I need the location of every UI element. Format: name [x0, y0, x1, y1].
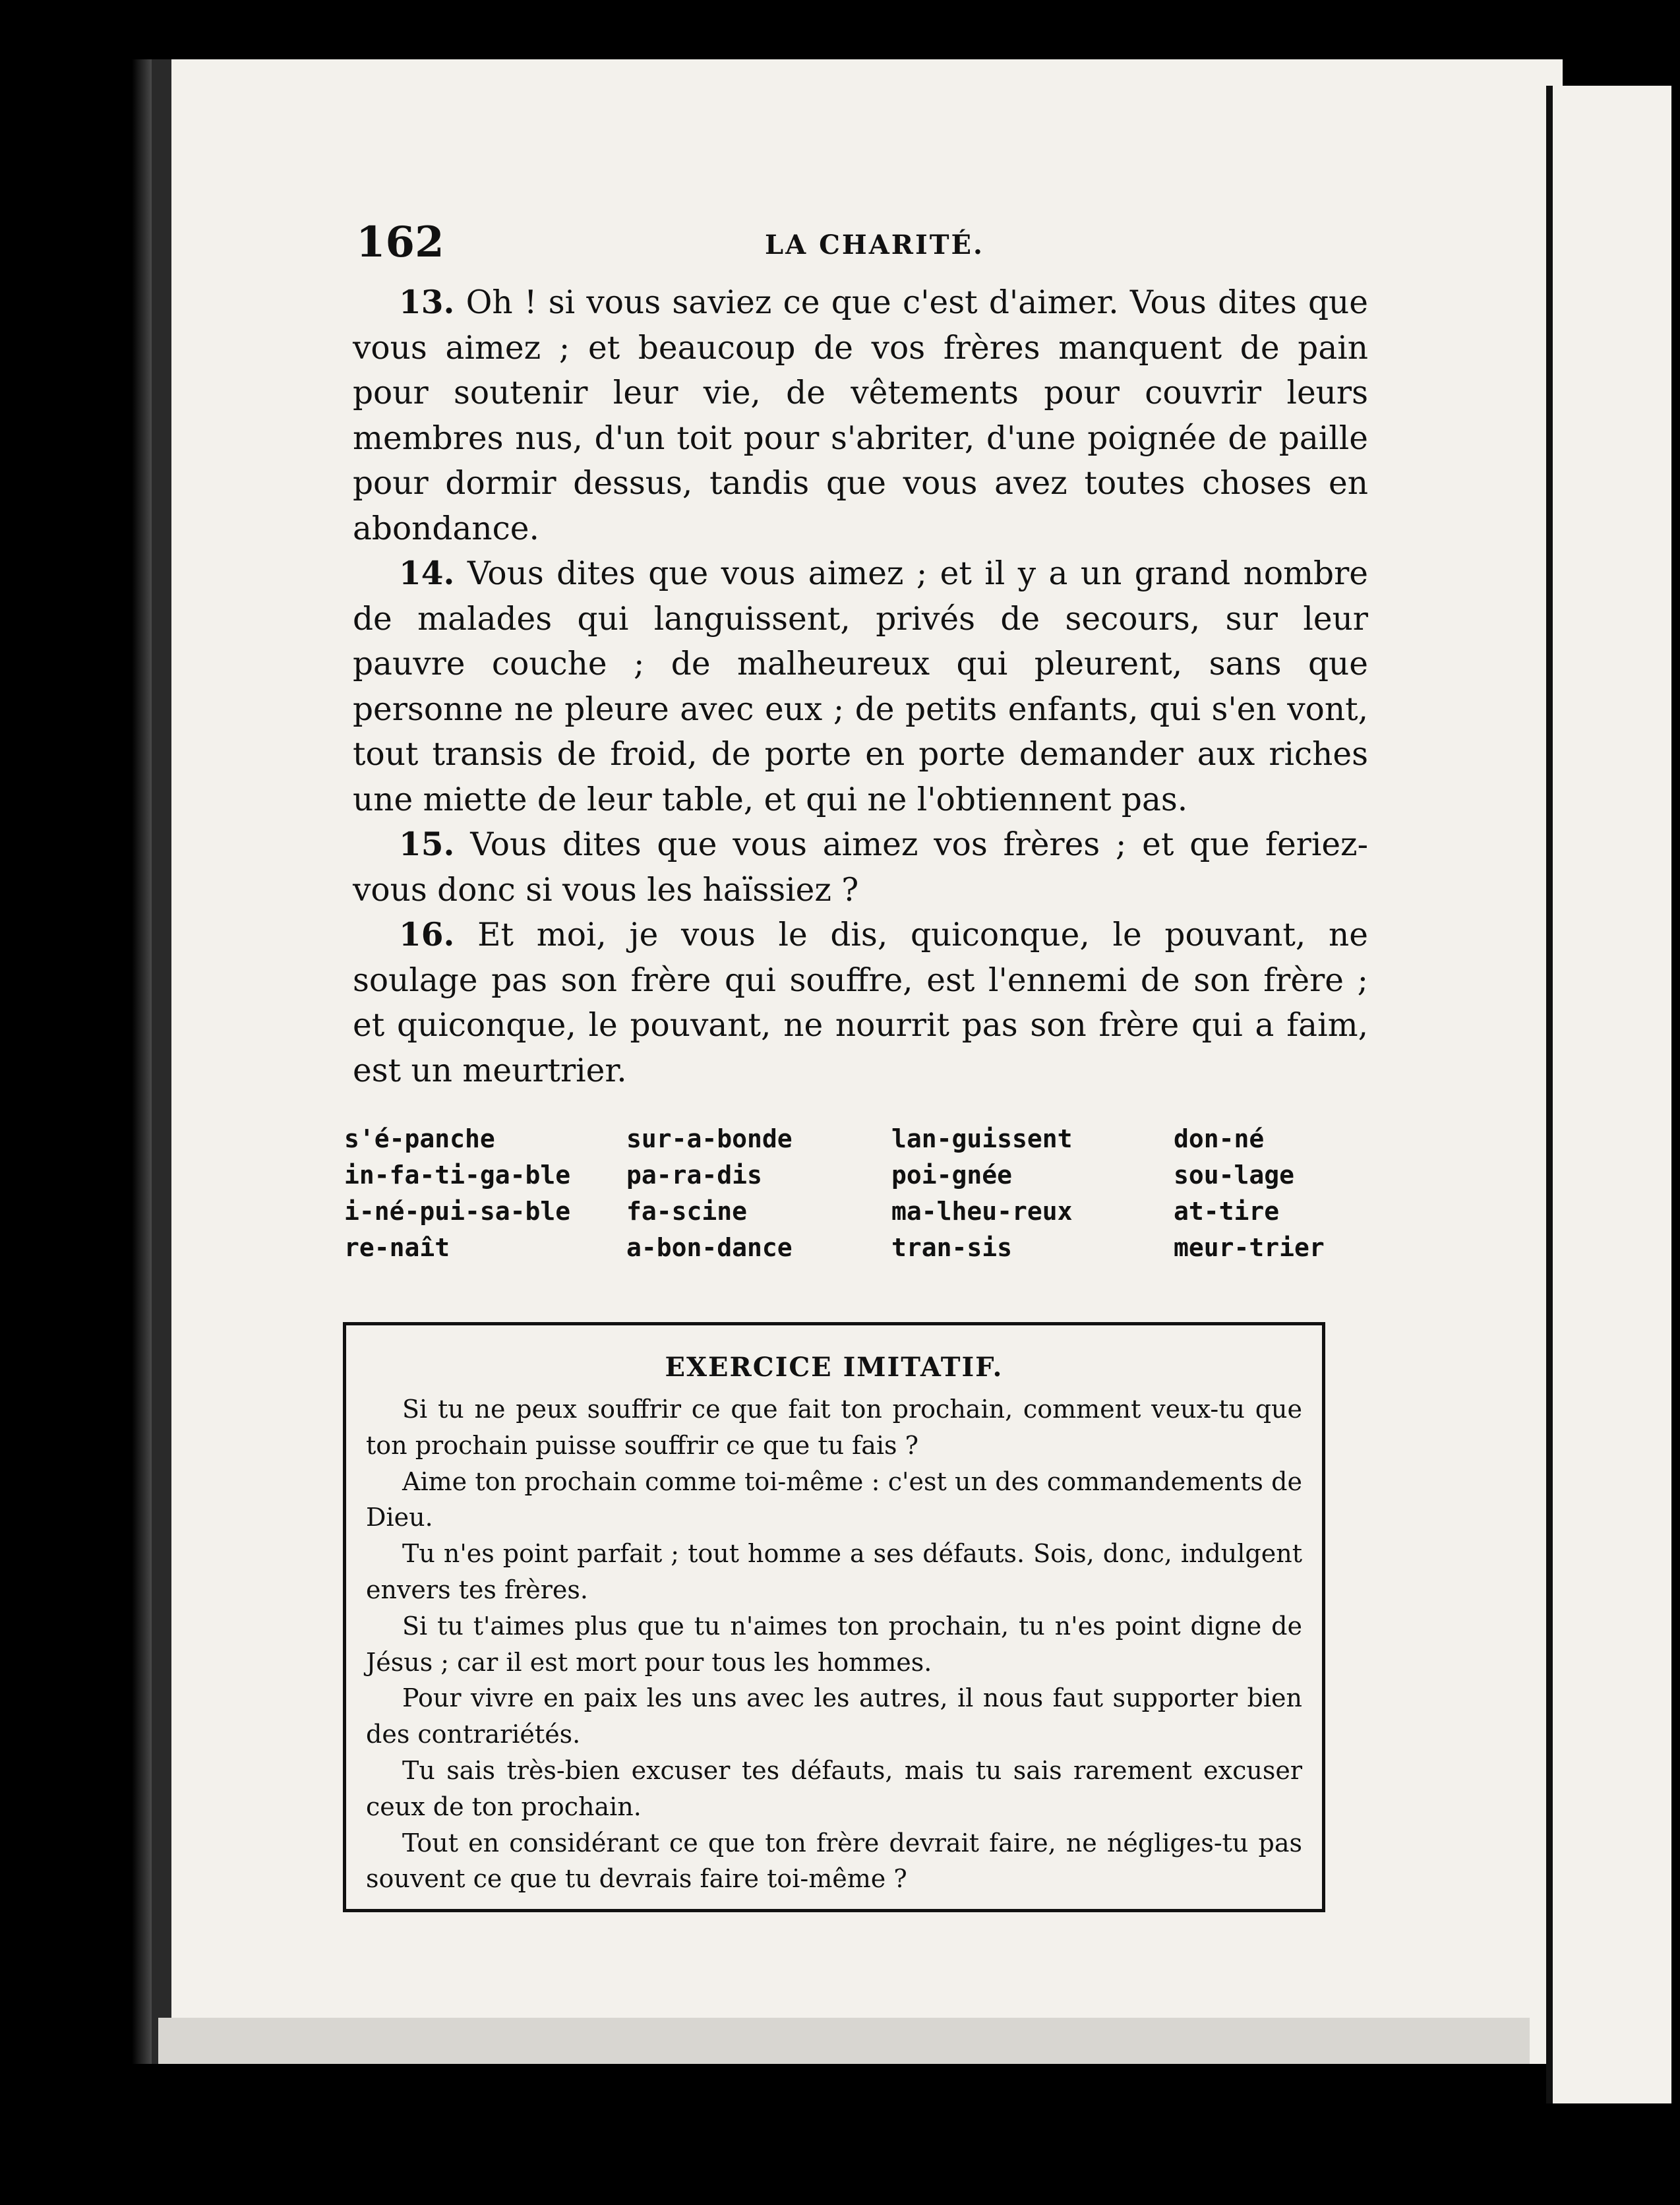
exercise-paragraph: Tu n'es point parfait ; tout homme a ses défauts. Sois, donc, indulgent envers tes frères.: [366, 1539, 1302, 1604]
syllable-word: lan-guissent: [891, 1124, 1073, 1153]
paragraph-13: [353, 280, 1368, 551]
syllable-word: a-bon-dance: [626, 1233, 793, 1262]
page-edge-line: [1546, 86, 1553, 2103]
exercise-paragraph: Si tu ne peux souffrir ce que fait ton prochain, comment veux-tu que ton prochain puisse souffrir ce que tu fais ?: [366, 1395, 1302, 1460]
exercise-paragraph: Tu sais très-bien excuser tes défauts, mais tu sais rarement excuser ceux de ton prochain.: [366, 1755, 1302, 1821]
syllable-column: [626, 1121, 793, 1266]
exercise-paragraph: Aime ton prochain comme toi-même : c'est un des commandements de Dieu.: [366, 1466, 1302, 1532]
page-bottom-margin: [158, 2018, 1530, 2064]
syllable-word: poi-gnée: [891, 1161, 1013, 1190]
page-number: 162: [356, 218, 444, 267]
syllable-word: fa-scine: [626, 1197, 748, 1226]
running-title: LA CHARITÉ.: [765, 229, 984, 260]
paragraph-number: 13.: [399, 284, 455, 321]
syllable-column: [891, 1121, 1073, 1266]
paragraph-text: Et moi, je vous le dis, quiconque, le pouvant, ne soulage pas son frère qui souffre, est l'ennemi de son frère ; et quiconque, le pouvant, ne nourrit pas son frère qui a faim, est un meurtrier.: [353, 917, 1368, 1089]
paragraph-text: Oh ! si vous saviez ce que c'est d'aimer. Vous dites que vous aimez ; et beaucoup de vos frères manquent de pain pour soutenir leur vie, de vêtements pour couvrir leurs membres nus, d'un toit pour s'abriter, d'une poignée de paille pour dormir dessus, tandis que vous avez toutes choses en abondance.: [353, 284, 1368, 547]
paragraph-16: [353, 913, 1368, 1093]
paragraph-text: Vous dites que vous aimez ; et il y a un grand nombre de malades qui languissent, privés de secours, sur leur pauvre couche ; de malheureux qui pleurent, sans que personne ne pleure avec eux ; de petits enfants, qui s'en vont, tout transis de froid, de porte en porte demander aux riches une miette de leur table, et qui ne l'obtiennent pas.: [353, 555, 1368, 818]
paragraph-text: Vous dites que vous aimez vos frères ; et que feriez-vous donc si vous les haïssiez ?: [353, 826, 1368, 909]
syllable-word: s'é-panche: [344, 1124, 495, 1153]
syllable-table: [344, 1121, 1373, 1292]
paragraph-14: [353, 551, 1368, 822]
syllable-word: pa-ra-dis: [626, 1161, 762, 1190]
exercise-body: [366, 1391, 1302, 1897]
exercise-paragraph: Tout en considérant ce que ton frère devrait faire, ne négliges-tu pas souvent ce que tu devrais faire toi-même ?: [366, 1828, 1302, 1894]
syllable-word: i-né-pui-sa-ble: [344, 1197, 571, 1226]
main-text: [353, 280, 1368, 1093]
syllable-word: sou-lage: [1174, 1161, 1295, 1190]
syllable-word: at-tire: [1174, 1197, 1280, 1226]
syllable-word: ma-lheu-reux: [891, 1197, 1073, 1226]
syllable-column: [344, 1121, 570, 1266]
syllable-word: tran-sis: [891, 1233, 1013, 1262]
syllable-column: [1174, 1121, 1325, 1266]
facing-page-edge: [1546, 86, 1671, 2103]
syllable-word: re-naît: [344, 1233, 450, 1262]
paragraph-15: [353, 822, 1368, 913]
exercise-title: EXERCICE IMITATIF.: [665, 1352, 1004, 1383]
syllable-word: sur-a-bonde: [626, 1124, 793, 1153]
syllable-word: meur-trier: [1174, 1233, 1325, 1262]
exercise-paragraph: Si tu t'aimes plus que tu n'aimes ton prochain, tu n'es point digne de Jésus ; car il est mort pour tous les hommes.: [366, 1611, 1302, 1677]
page-header: [356, 218, 1371, 277]
paragraph-number: 15.: [399, 826, 455, 863]
paragraph-number: 16.: [399, 916, 455, 953]
syllable-word: don-né: [1174, 1124, 1265, 1153]
paragraph-number: 14.: [399, 555, 455, 592]
exercise-box: [343, 1322, 1325, 1912]
exercise-paragraph: Pour vivre en paix les uns avec les autres, il nous faut supporter bien des contrariétés.: [366, 1683, 1302, 1749]
syllable-word: in-fa-ti-ga-ble: [344, 1161, 571, 1190]
